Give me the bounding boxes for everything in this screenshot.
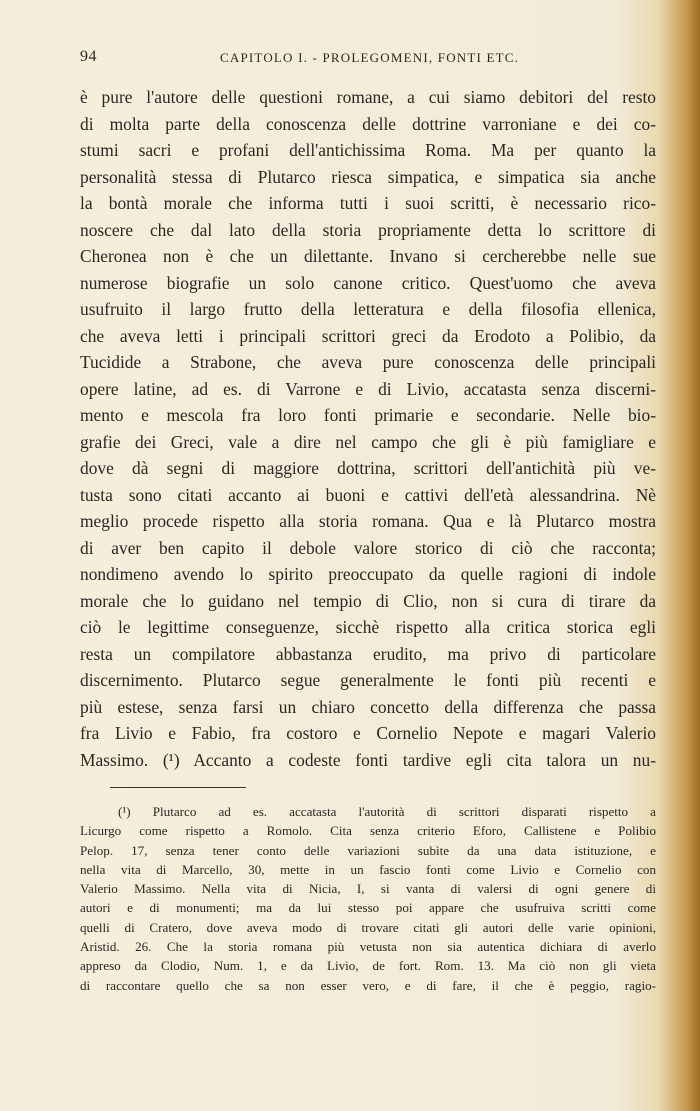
text-line: fra Livio e Fabio, fra costoro e Cornelio Nepote e magari Valerio [80,723,656,743]
text-line: più estese, senza farsi un chiaro concetto della differenza che passa [80,696,656,717]
text-line: usufruito il largo frutto della letteratura e della filosofia ellenica, [80,299,656,319]
text-line: noscere che dal lato della storia propriamente detta lo scrittore di [80,219,656,240]
footnotes [80,802,656,995]
footnote-line: appreso da Clodio, Num. 1, e da Livio, de fort. Rom. 13. Ma ciò non gli vieta [80,958,656,974]
text-line: Cheronea non è che un dilettante. Invano si cercherebbe nelle sue [80,246,656,266]
footnote-line: di raccontare quello che sa non esser vero, e di fare, il che è peggio, ragio- [80,977,656,993]
text-line: resta un compilatore abbastanza erudito, ma privo di particolare [80,643,656,664]
text-line: di molta parte della conoscenza delle dottrine varroniane e dei co- [80,113,656,134]
footnote-rule [110,787,246,788]
text-line: ciò le legittime conseguenze, sicchè rispetto alla critica storica egli [80,617,656,637]
page-number: 94 [80,48,97,65]
text-line: di aver ben capito il debole valore storico di ciò che racconta; [80,537,656,558]
footnote-line: Aristid. 26. Che la storia romana più vetusta non sia autentica dichiara di averlo [80,939,656,955]
text-line: meglio procede rispetto alla storia romana. Qua e là Plutarco mostra [80,511,656,531]
text-line: mento e mescola fra loro fonti primarie e secondarie. Nelle bio- [80,405,656,425]
footnote-line: quelli di Cratero, dove aveva modo di trovare citati gli autori delle varie opinioni, [80,919,656,935]
text-line: discernimento. Plutarco segue generalmente le fonti più recenti e [80,670,656,690]
footnote-line: Pelop. 17, senza tener conto delle variazioni subìte da una data istituzione, e [80,842,656,858]
footnote-line: autori e di monumenti; ma da lui stesso poi appare che usufruiva scritti come [80,900,656,916]
text-line: tusta sono citati accanto ai buoni e cattivi dell'età alessandrina. Nè [80,484,656,505]
running-head: CAPITOLO I. - PROLEGOMENI, FONTI ETC. [220,50,520,65]
text-line: personalità stessa di Plutarco riesca simpatica, e simpatica sia anche [80,166,656,187]
text-line: morale che lo guidano nel tempio di Clio, non si cura di tirare da [80,590,656,611]
text-line: la bontà morale che informa tutti i suoi scritti, è necessario rico- [80,193,656,213]
text-line: dove dà segni di maggiore dottrina, scrittori dell'antichità più ve- [80,458,656,478]
page-header [80,48,656,72]
page-edge-shading [690,0,700,1111]
footnote-line: (¹) Plutarco ad es. accatasta l'autorità di scrittori disparati rispetto a [118,804,656,819]
text-line: opere latine, ad es. di Varrone e di Livio, accatasta senza discerni- [80,378,656,399]
footnote-line: Licurgo come rispetto a Romolo. Cita senza criterio Eforo, Callistene e Polibio [80,823,656,839]
text-line: nondimeno avendo lo spirito preoccupato da quelle ragioni di indole [80,564,656,584]
text-line: Massimo. (¹) Accanto a codeste fonti tardive egli cita talora un nu- [80,749,656,770]
main-text [80,84,656,773]
text-line: è pure l'autore delle questioni romane, a cui siamo debitori del resto [80,87,656,107]
footnote-line: Valerio Massimo. Nella vita di Nicia, I, si vanta di valersi di ogni genere di [80,881,656,897]
text-line: stumi sacri e profani dell'antichissima Roma. Ma per quanto la [80,140,656,160]
text-line: che aveva letti i principali scrittori greci da Erodoto a Polibio, da [80,325,656,346]
footnote-line: nella vita di Marcello, 30, mette in un fascio fonti come Livio e Cornelio con [80,861,656,877]
text-line: Tucidide a Strabone, che aveva pure conoscenza delle principali [80,352,656,372]
text-line: grafie dei Greci, vale a dire nel campo che gli è più famigliare e [80,431,656,452]
text-line: numerose biografie un solo canone critico. Quest'uomo che aveva [80,272,656,293]
